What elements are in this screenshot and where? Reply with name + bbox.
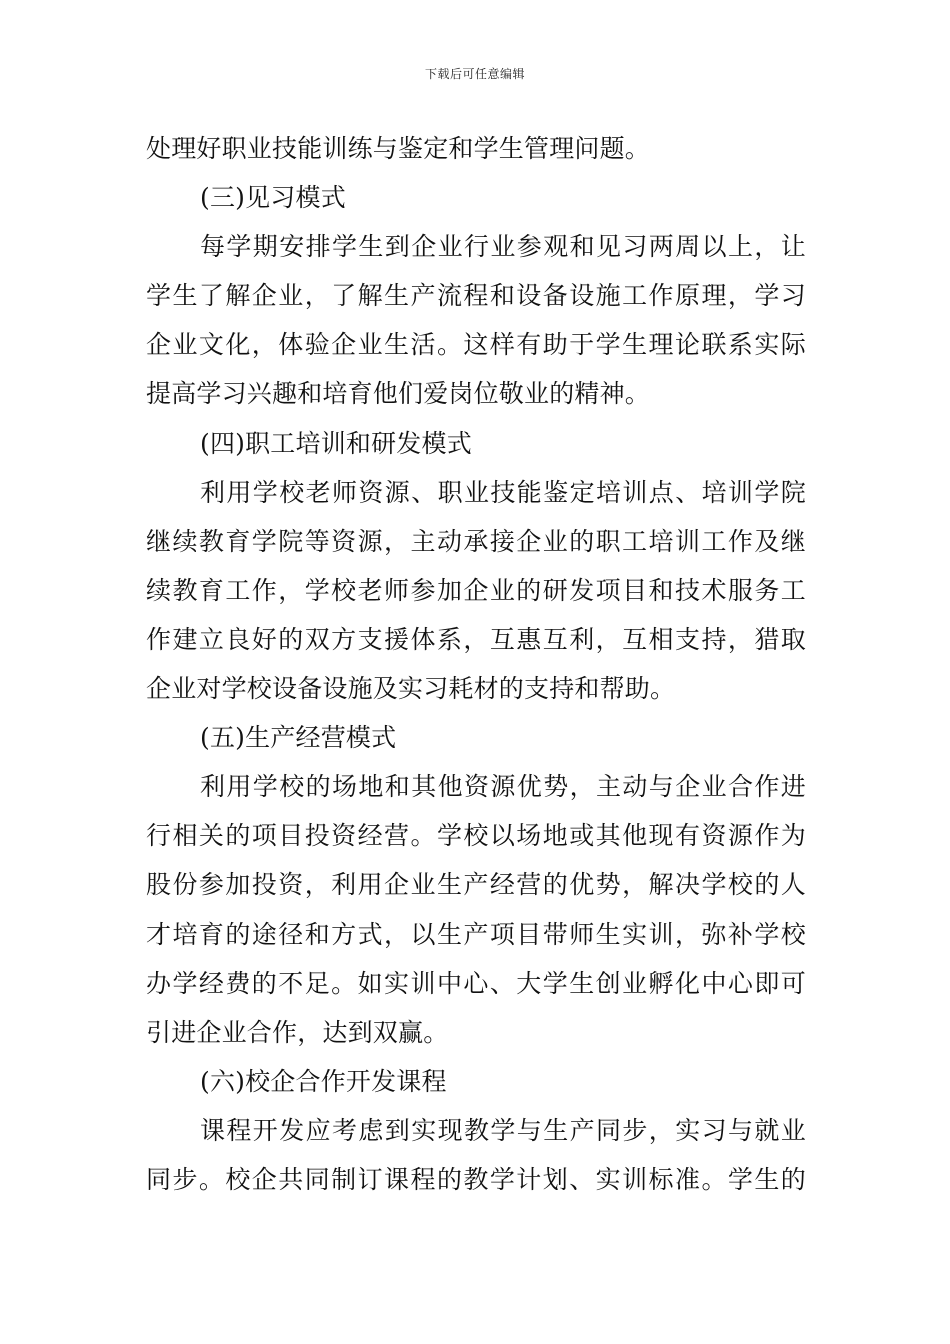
paragraph-line: 才培育的途径和方式，以生产项目带师生实训，弥补学校: [146, 919, 806, 949]
paragraph-line: 同步。校企共同制订课程的教学计划、实训标准。学生的: [146, 1164, 806, 1194]
document-body: [146, 124, 806, 1204]
paragraph-line: 处理好职业技能训练与鉴定和学生管理问题。: [146, 134, 651, 163]
paragraph-line: 课程开发应考虑到实现教学与生产同步，实习与就业: [200, 1115, 806, 1145]
paragraph-line: 每学期安排学生到企业行业参观和见习两周以上，让: [200, 232, 806, 262]
paragraph-line: 续教育工作，学校老师参加企业的研发项目和技术服务工: [146, 575, 806, 605]
paragraph-line: 继续教育学院等资源，主动承接企业的职工培训工作及继: [146, 526, 806, 556]
paragraph-line: 办学经费的不足。如实训中心、大学生创业孵化中心即可: [146, 968, 806, 998]
paragraph-line: 学生了解企业，了解生产流程和设备设施工作原理，学习: [146, 281, 806, 311]
section-heading: (三)见习模式: [200, 183, 346, 213]
page-header: 下载后可任意编辑: [424, 67, 525, 81]
section-heading: (四)职工培训和研发模式: [200, 428, 472, 458]
paragraph-line: 股份参加投资，利用企业生产经营的优势，解决学校的人: [146, 870, 806, 900]
paragraph-line: 提高学习兴趣和培育他们爱岗位敬业的精神。: [146, 379, 651, 409]
paragraph-line: 作建立良好的双方支援体系，互惠互利，互相支持，猎取: [146, 624, 806, 654]
paragraph-line: 企业对学校设备设施及实习耗材的支持和帮助。: [146, 674, 676, 704]
section-heading: (五)生产经营模式: [200, 723, 397, 753]
paragraph-line: 行相关的项目投资经营。学校以场地或其他现有资源作为: [146, 821, 806, 851]
paragraph-line: 利用学校的场地和其他资源优势，主动与企业合作进: [200, 772, 806, 802]
paragraph-line: 企业文化，体验企业生活。这样有助于学生理论联系实际: [146, 330, 806, 360]
paragraph-line: 利用学校老师资源、职业技能鉴定培训点、培训学院: [200, 477, 806, 507]
section-heading: (六)校企合作开发课程: [200, 1066, 447, 1096]
paragraph-line: 引进企业合作，达到双赢。: [146, 1017, 449, 1047]
